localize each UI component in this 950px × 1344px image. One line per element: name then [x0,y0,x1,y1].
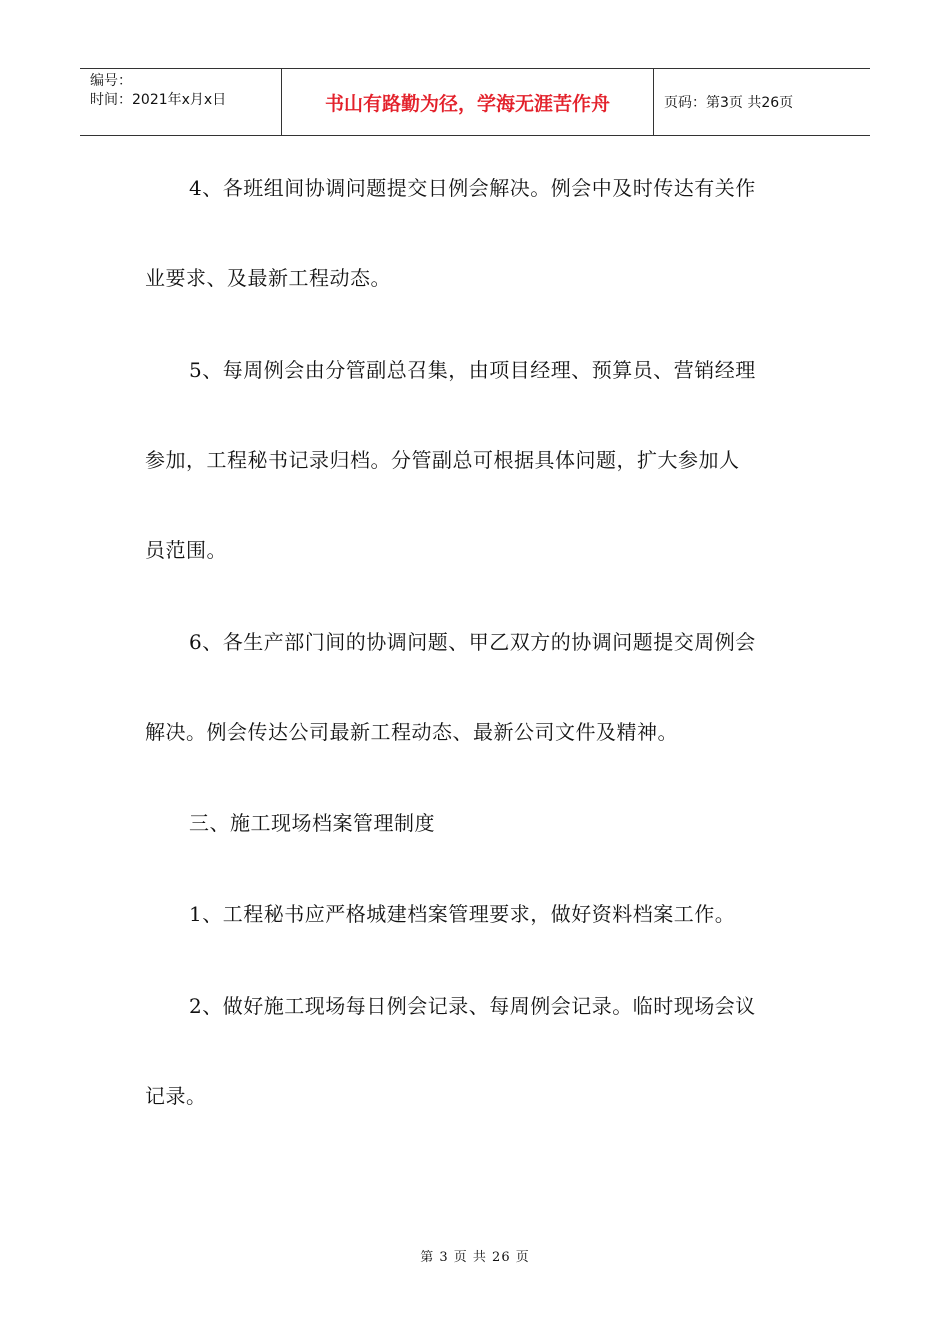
paragraph-line: 记录。 [145,1084,207,1108]
page-footer: 第 3 页 共 26 页 [420,1250,530,1265]
header-motto: 书山有路勤为径，学海无涯苦作舟 [282,69,654,135]
paragraph-line: 员范围。 [145,538,227,562]
paragraph-line: 业要求、及最新工程动态。 [145,266,391,290]
header-meta [80,69,282,135]
section-heading: 三、施工现场档案管理制度 [189,811,435,835]
paragraph-line: 解决。例会传达公司最新工程动态、最新公司文件及精神。 [145,720,678,744]
paragraph-line: 5、每周例会由分管副总召集，由项目经理、预算员、营销经理 [189,358,756,382]
header-page-info: 页码：第3页 共26页 [664,95,794,111]
page-header [80,68,870,136]
paragraph-line: 6、各生产部门间的协调问题、甲乙双方的协调问题提交周例会 [189,630,756,654]
paragraph-line: 1、工程秘书应严格城建档案管理要求，做好资料档案工作。 [189,902,736,926]
paragraph-line: 4、各班组间协调问题提交日例会解决。例会中及时传达有关作 [189,176,756,200]
paragraph-line: 参加，工程秘书记录归档。分管副总可根据具体问题，扩大参加人 [145,448,740,472]
document-time: 时间：2021年x月x日 [90,92,227,108]
document-number: 编号： [90,73,132,89]
paragraph-line: 2、做好施工现场每日例会记录、每周例会记录。临时现场会议 [189,994,756,1018]
